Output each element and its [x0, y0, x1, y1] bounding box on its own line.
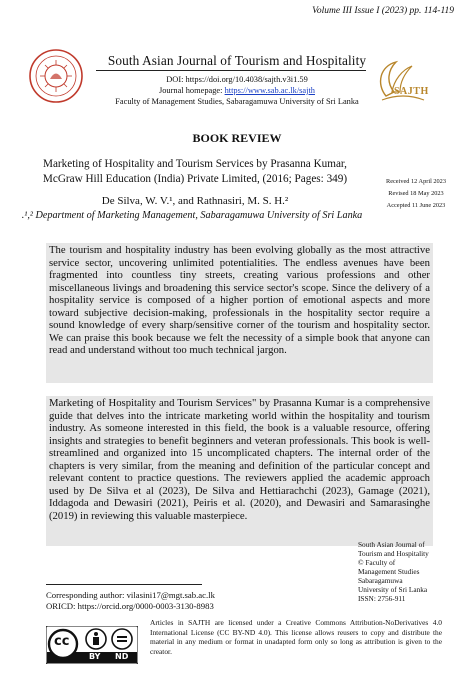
homepage-link[interactable]: https://www.sab.ac.lk/sajth — [224, 86, 315, 95]
body-paragraph-1: The tourism and hospitality industry has been evolving globally as the most attractive service sector, uncovering unlimited potentialities. The endless avenues have been fragmented into countless tiny streets, creating various professions and other miscellaneous livings and broadening this service sector's scope. Since the delivery of a hospitality service is composed of a higher portion of emotional aspects and more toward subjective decision-making, professionals in the hospitality sector require a sound knowledge of every sharp/sensitive corner of the tourism and hospitality sector. We can praise this book because we felt the necessity of a simple book that anyone can read and understand without too much technical jargon. — [46, 243, 433, 383]
book-title — [28, 157, 362, 187]
sajth-logo — [372, 56, 434, 112]
footnote — [46, 590, 215, 612]
received-date: Received 12 April 2023 — [386, 178, 446, 185]
body-paragraph-2: Marketing of Hospitality and Tourism Services" by Prasanna Kumar is a comprehensive guide that delves into the intricate marketing world within the hospitality and tourism industry. As someone interested in this field, the book is a valuable resource, offering insights and strategies to benefit beginners and veteran professionals. This book is well-streamlined and organized into 15 uncomplicated chapters. The internal order of the chapters is very similar, from the meaning and definition of the particular concept and relevant content to practice questions. The reviewers applied the academic approach used by De Silva et al (2023), De Silva and Hettiarachchi (2023), Gamage (2021), Iddagoda and Dewasiri (2021), Peiris et al. (2020), and Dewasiri and Samarasinghe (2019) in reviewing this valuable masterpiece. — [46, 396, 433, 546]
copyright-line: Management Studies — [358, 567, 420, 576]
copyright-line: Sabaragamuwa — [358, 576, 403, 585]
issn-line: ISSN: 2756-911 — [358, 594, 406, 603]
journal-title: South Asian Journal of Tourism and Hospitality — [107, 53, 367, 68]
volume-issue-line: Volume III Issue I (2023) pp. 114-119 — [312, 6, 454, 16]
homepage-line — [96, 85, 378, 96]
doi-line: DOI: https://doi.org/10.4038/sajth.v3i1.59 — [166, 75, 308, 84]
copyright-note — [358, 540, 468, 603]
header-divider — [96, 70, 366, 71]
orcid-line: ORICD: https://orcid.org/0000-0003-3130-8983 — [46, 601, 214, 611]
homepage-label: Journal homepage: — [158, 86, 225, 95]
by-label: BY — [89, 652, 101, 661]
nd-label: ND — [115, 652, 129, 661]
faculty-line: Faculty of Management Studies, Sabaragamuwa University of Sri Lanka — [115, 97, 359, 106]
university-seal-logo — [28, 48, 84, 104]
footnote-divider — [46, 584, 202, 585]
sajth-logo-text: SAJTH — [394, 86, 429, 97]
cc-label: cc — [54, 634, 70, 649]
license-text: Articles in SAJTH are licensed under a Creative Commons Attribution-NoDerivatives 4.0 International License (CC BY-ND 4.0). This license allows reusers to copy and distribute the material in any medium or format in unadapted form only so long as attribution is given to the creator. — [150, 618, 442, 656]
revised-date: Revised 18 May 2023 — [388, 190, 444, 197]
book-title-line2: McGraw Hill Education (India) Private Limited, (2016; Pages: 349) — [42, 173, 348, 185]
copyright-line: © Faculty of — [358, 558, 396, 567]
copyright-line: Tourism and Hospitality — [358, 549, 429, 558]
affiliation: .¹,² Department of Marketing Management, Sabaragamuwa University of Sri Lanka — [21, 210, 363, 221]
copyright-line: South Asian Journal of — [358, 540, 425, 549]
corresponding-author: Corresponding author: vilasini17@mgt.sab.ac.lk — [46, 590, 215, 600]
section-heading: BOOK REVIEW — [192, 131, 282, 145]
authors: De Silva, W. V.¹, and Rathnasiri, M. S. H.² — [101, 195, 289, 207]
book-title-line1: Marketing of Hospitality and Tourism Services by Prasanna Kumar, — [43, 158, 347, 170]
copyright-line: University of Sri Lanka — [358, 585, 428, 594]
cc-by-nd-badge — [46, 626, 138, 664]
accepted-date: Accepted 11 June 2023 — [386, 202, 446, 209]
